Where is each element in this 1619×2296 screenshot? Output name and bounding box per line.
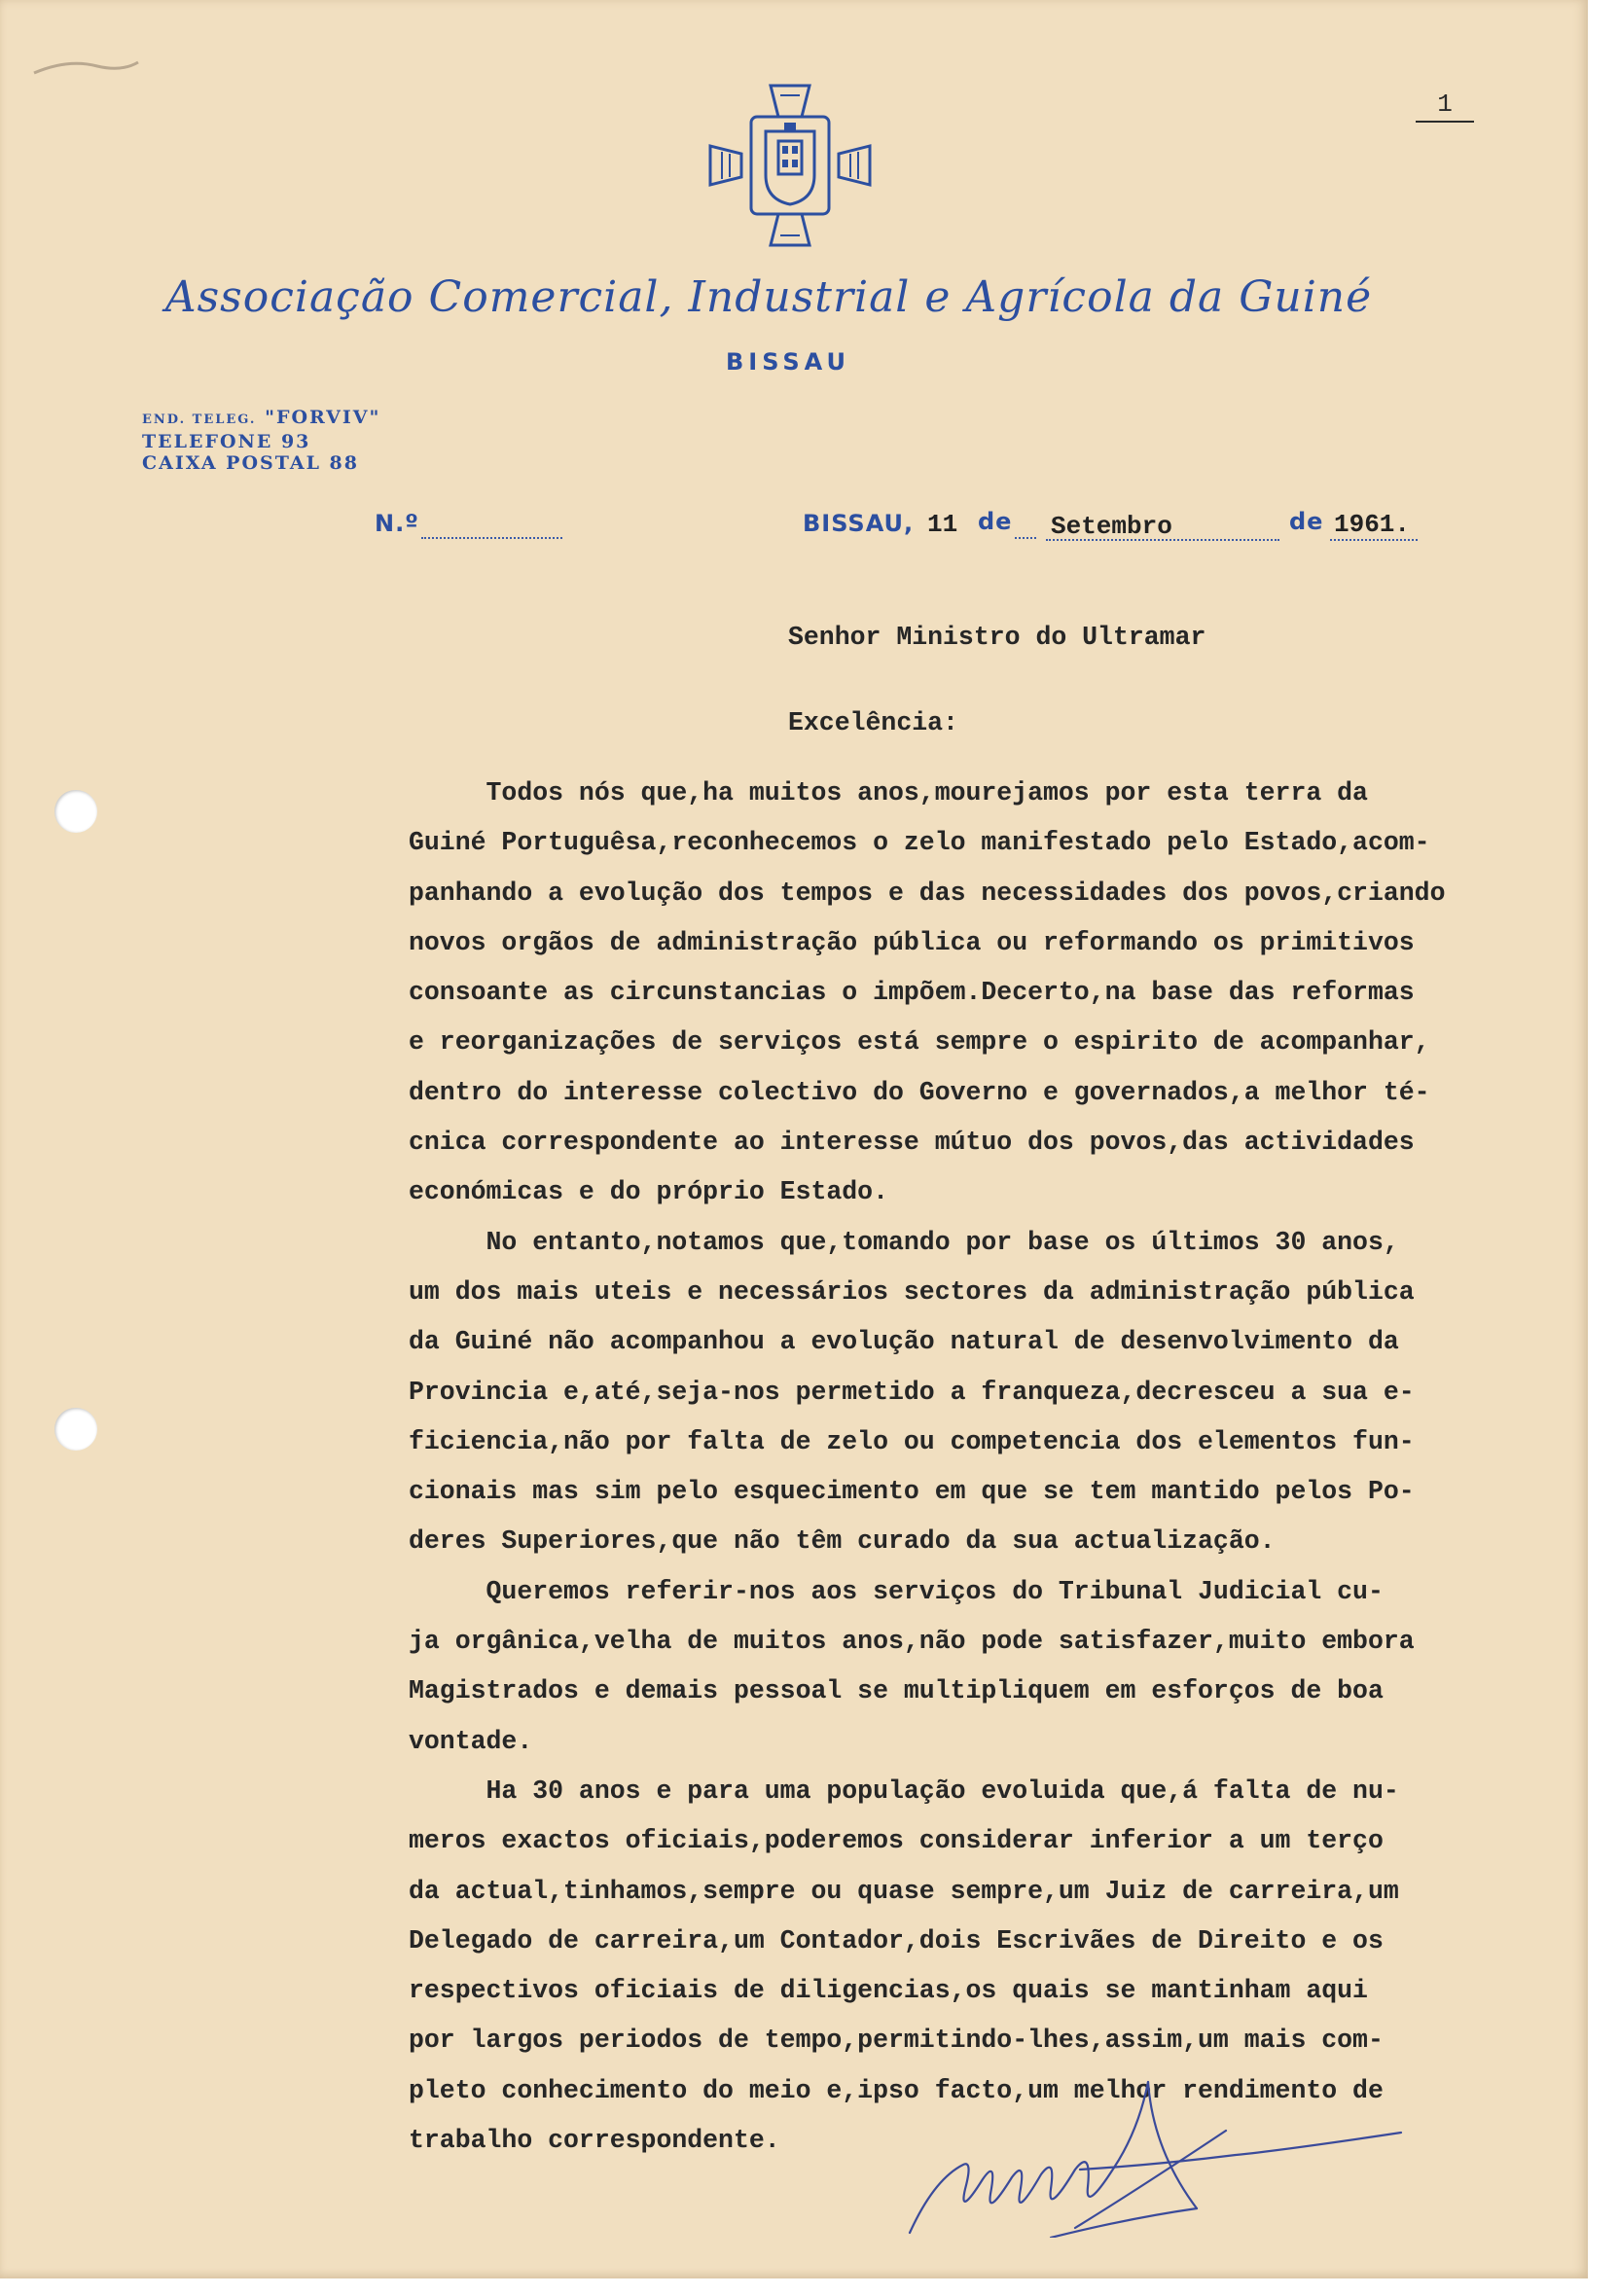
number-label: N.º — [375, 510, 419, 537]
letter-line: trabalho correspondente. — [409, 2126, 780, 2156]
handwritten-signature-icon — [905, 2072, 1411, 2238]
organization-name: Associação Comercial, Industrial e Agrícola da Guiné — [164, 272, 1373, 322]
letter-line: ficiencia,não por falta de zelo ou competencia dos elementos fun- — [409, 1426, 1415, 1456]
punch-hole — [54, 1408, 97, 1451]
letter-line: cionais mas sim pelo esquecimento em que se tem mantido pelos Po- — [409, 1477, 1415, 1507]
letter-line: cnica correspondente ao interesse mútuo dos povos,das actividades — [409, 1128, 1415, 1158]
greeting: Excelência: — [788, 708, 958, 737]
letter-line: pleto conhecimento do meio e,ipso facto,um melhor rendimento de — [409, 2075, 1384, 2105]
telegraph-line — [142, 407, 380, 431]
year-dotted-line — [1330, 539, 1418, 541]
letter-line: e reorganizações de serviços está sempre o espirito de acompanhar, — [409, 1027, 1430, 1058]
letter-line: Provincia e,até,seja-nos permetido a franqueza,decresceu a sua e- — [409, 1377, 1415, 1407]
letter-body — [409, 769, 1542, 2166]
date-month: Setembro — [1051, 512, 1172, 541]
letter-line: dentro do interesse colectivo do Governo e governados,a melhor té- — [409, 1077, 1430, 1107]
letter-line: da Guiné não acompanhou a evolução natural de desenvolvimento da — [409, 1327, 1399, 1357]
po-box-line: CAIXA POSTAL 88 — [142, 452, 359, 474]
letter-line: Magistrados e demais pessoal se multipliquem em esforços de boa — [409, 1676, 1384, 1706]
letter-line: vontade. — [409, 1726, 533, 1756]
letter-line: Delegado de carreira,um Contador,dois Escrivães de Direito e os — [409, 1925, 1384, 1955]
letter-line: panhando a evolução dos tempos e das necessidades dos povos,criando — [409, 878, 1446, 908]
place-label: BISSAU, — [803, 510, 915, 537]
letter-line: ja orgânica,velha de muitos anos,não pode satisfazer,muito embora — [409, 1627, 1415, 1657]
cross-coat-of-arms-emblem-icon — [702, 78, 878, 253]
contact-block — [142, 407, 380, 474]
letter-line: económicas e do próprio Estado. — [409, 1177, 888, 1207]
number-dotted-line — [421, 537, 562, 539]
date-de-2: de — [1289, 508, 1324, 535]
letter-line: por largos periodos de tempo,permitindo-lhes,assim,um mais com- — [409, 2026, 1384, 2056]
salutation: Senhor Ministro do Ultramar — [788, 623, 1206, 652]
day-dotted-line — [1015, 537, 1036, 539]
letter-line: No entanto,notamos que,tomando por base os últimos 30 anos, — [409, 1227, 1399, 1257]
telegraph-label: END. TELEG. — [142, 413, 257, 427]
reference-line — [375, 506, 1435, 545]
paper-stain-mark — [29, 49, 146, 88]
letter-line: Guiné Portuguêsa,reconhecemos o zelo manifestado pelo Estado,acom- — [409, 828, 1430, 858]
letter-line: meros exactos oficiais,poderemos considerar inferior a um terço — [409, 1826, 1384, 1856]
organization-city: BISSAU — [725, 348, 851, 376]
letter-line: novos orgãos de administração pública ou reformando os primitivos — [409, 927, 1415, 957]
page-number: 1 — [1416, 90, 1474, 123]
telegraph-value: "FORVIV" — [265, 407, 381, 428]
letter-line: da actual,tinhamos,sempre ou quase sempre,um Juiz de carreira,um — [409, 1876, 1399, 1906]
date-day: 11 — [927, 510, 958, 539]
letter-line: consoante as circunstancias o impõem.Decerto,na base das reformas — [409, 978, 1415, 1008]
letter-line: Todos nós que,ha muitos anos,mourejamos por esta terra da — [409, 778, 1368, 807]
letter-line: deres Superiores,que não têm curado da sua actualização. — [409, 1526, 1276, 1557]
letter-line: um dos mais uteis e necessários sectores da administração pública — [409, 1276, 1415, 1307]
punch-hole — [54, 790, 97, 833]
date-year: 1961. — [1334, 510, 1411, 539]
phone-line: TELEFONE 93 — [142, 431, 311, 452]
letter-line: Queremos referir-nos aos serviços do Tribunal Judicial cu- — [409, 1576, 1384, 1606]
letter-line: Ha 30 anos e para uma população evoluida que,á falta de nu- — [409, 1776, 1399, 1806]
letter-line: respectivos oficiais de diligencias,os quais se mantinham aqui — [409, 1976, 1368, 2006]
date-de-1: de — [978, 508, 1013, 535]
month-dotted-line — [1046, 539, 1279, 541]
